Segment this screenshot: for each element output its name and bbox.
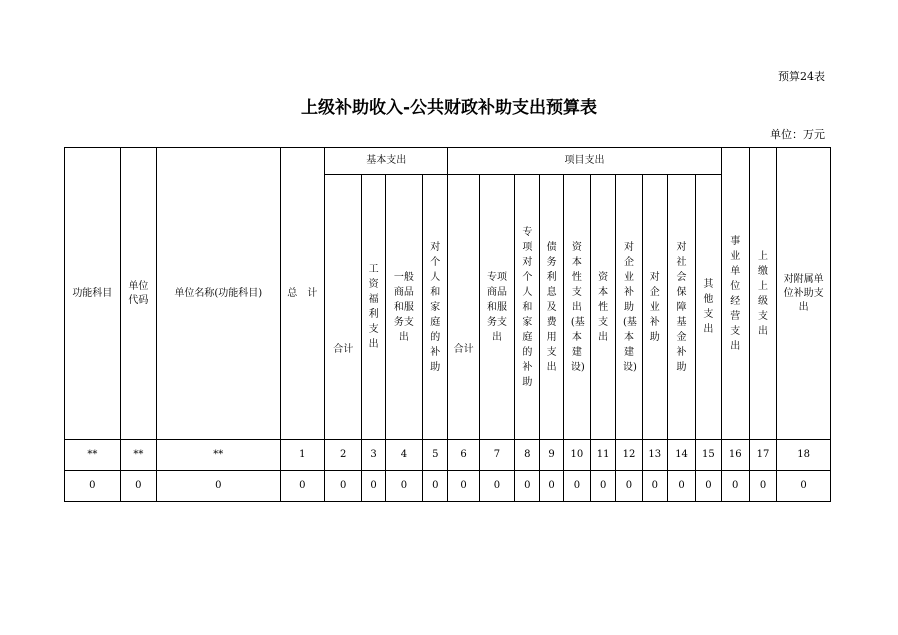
header-project-social-security: 对社会保障基金补助 <box>667 175 695 440</box>
header-project-goods-services: 专项商品和服务支出 <box>479 175 514 440</box>
table-cell: 0 <box>515 471 540 502</box>
table-cell: 0 <box>591 471 616 502</box>
table-cell: 2 <box>325 440 362 471</box>
table-cell: 12 <box>616 440 642 471</box>
table-cell: 0 <box>721 471 749 502</box>
header-unit-code: 单位代码 <box>120 148 156 440</box>
table-cell: ** <box>120 440 156 471</box>
table-row-index <box>65 440 831 471</box>
table-cell: 0 <box>642 471 667 502</box>
header-project-other: 其他支出 <box>696 175 721 440</box>
header-superior-expense: 上缴上级支出 <box>749 148 776 440</box>
table-cell: 11 <box>591 440 616 471</box>
header-group-basic: 基本支出 <box>325 148 448 175</box>
table-cell: 0 <box>616 471 642 502</box>
table-cell: 17 <box>749 440 776 471</box>
table-row-data <box>65 471 831 502</box>
header-basic-individual-subsidy: 对个人和家庭的补助 <box>423 175 448 440</box>
table-cell: 0 <box>385 471 422 502</box>
table-cell: 0 <box>479 471 514 502</box>
header-project-debt-interest: 债务利息及费用支出 <box>540 175 563 440</box>
table-cell: 0 <box>120 471 156 502</box>
table-cell: 0 <box>280 471 325 502</box>
table-cell: 16 <box>721 440 749 471</box>
table-cell: 10 <box>563 440 590 471</box>
table-cell: 0 <box>157 471 280 502</box>
table-cell: 3 <box>362 440 385 471</box>
table-cell: 0 <box>777 471 831 502</box>
table-cell: 0 <box>65 471 121 502</box>
table-cell: 0 <box>448 471 479 502</box>
header-project-capital-construction: 资本性支出(基本建设) <box>563 175 590 440</box>
unit-label: 单位：万元 <box>770 128 825 141</box>
header-basic-subtotal: 合计 <box>325 175 362 440</box>
table-cell: 0 <box>362 471 385 502</box>
table-cell: 6 <box>448 440 479 471</box>
page-title: 上级补助收入-公共财政补助支出预算表 <box>300 98 598 118</box>
header-project-enterprise-construction: 对企业补助(基本建设) <box>616 175 642 440</box>
header-project-enterprise-subsidy: 对企业补助 <box>642 175 667 440</box>
header-total: 总 计 <box>280 148 325 440</box>
table-cell: ** <box>65 440 121 471</box>
header-basic-goods-services: 一般商品和服务支出 <box>385 175 422 440</box>
table-cell: 14 <box>667 440 695 471</box>
table-cell: 1 <box>280 440 325 471</box>
budget-table <box>64 147 831 502</box>
header-project-individual-subsidy: 专项对个人和家庭的补助 <box>515 175 540 440</box>
table-cell: 0 <box>423 471 448 502</box>
header-unit-name: 单位名称(功能科目) <box>157 148 280 440</box>
table-cell: ** <box>157 440 280 471</box>
table-cell: 4 <box>385 440 422 471</box>
header-project-capital: 资本性支出 <box>591 175 616 440</box>
table-cell: 0 <box>696 471 721 502</box>
table-cell: 7 <box>479 440 514 471</box>
table-cell: 15 <box>696 440 721 471</box>
header-affiliated-subsidy: 对附属单位补助支出 <box>777 148 831 440</box>
table-cell: 0 <box>540 471 563 502</box>
table-cell: 5 <box>423 440 448 471</box>
table-cell: 0 <box>563 471 590 502</box>
table-cell: 13 <box>642 440 667 471</box>
table-cell: 0 <box>325 471 362 502</box>
header-project-subtotal: 合计 <box>448 175 479 440</box>
table-cell: 0 <box>749 471 776 502</box>
header-basic-wages: 工资福利支出 <box>362 175 385 440</box>
table-cell: 0 <box>667 471 695 502</box>
header-group-project: 项目支出 <box>448 148 721 175</box>
header-func-subject: 功能科目 <box>65 148 121 440</box>
table-cell: 9 <box>540 440 563 471</box>
header-business-expense: 事业单位经营支出 <box>721 148 749 440</box>
table-number: 预算24表 <box>778 70 825 83</box>
table-cell: 8 <box>515 440 540 471</box>
table-cell: 18 <box>777 440 831 471</box>
